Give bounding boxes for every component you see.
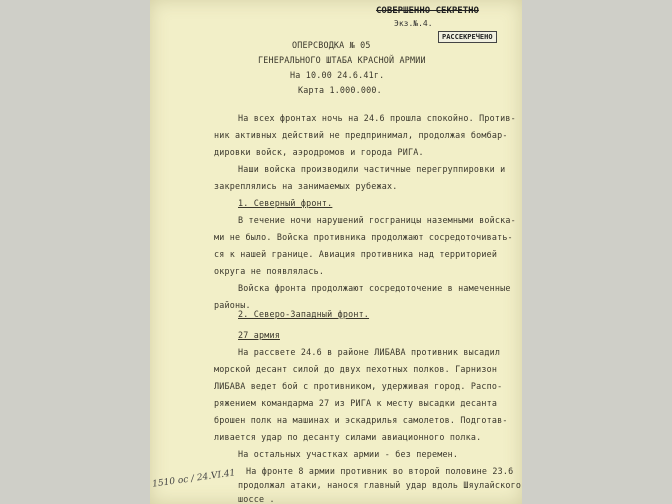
declassified-stamp: РАССЕКРЕЧЕНО (438, 31, 497, 43)
body-line: районы. (214, 300, 251, 310)
body-line: Наши войска производили частичные перегруппировки и (238, 164, 506, 174)
body-line: брошен полк на машинах и эскадрилья самолетов. Подготав- (214, 415, 508, 425)
section-heading: 1. Северный фронт. (238, 198, 333, 208)
body-line: ряжением командарма 27 из РИГА к месту высадки десанта (214, 398, 498, 408)
body-line: ЛИБАВА ведет бой с противником, удерживая город. Распо- (214, 381, 503, 391)
title-line-2: ГЕНЕРАЛЬНОГО ШТАБА КРАСНОЙ АРМИИ (258, 55, 426, 65)
title-line-4: Карта 1.000.000. (298, 85, 382, 95)
handwritten-note: 1510 ос / 24.VI.41 (151, 468, 236, 490)
body-line: На остальных участках армии - без перемен. (238, 449, 459, 459)
secret-label: СОВЕРШЕННО СЕКРЕТНО (376, 6, 479, 16)
body-line: дировки войск, аэродромов и города РИГА. (214, 147, 424, 157)
body-line: ми не было. Войска противника продолжают сосредоточивать- (214, 232, 513, 242)
body-line: На фронте 8 армии противник во второй половине 23.6 (246, 466, 514, 476)
body-line: Войска фронта продолжают сосредоточение в намеченные (238, 283, 511, 293)
body-line: закреплялись на занимаемых рубежах. (214, 181, 398, 191)
body-line: ник активных действий не предпринимал, продолжая бомбар- (214, 130, 508, 140)
title-line-1: ОПЕРСВОДКА № 05 (292, 40, 371, 50)
body-line: ливается удар по десанту силами авиационного полка. (214, 432, 482, 442)
body-line: На всех фронтах ночь на 24.6 прошла спокойно. Против- (238, 113, 516, 123)
body-line: шоссе . (238, 494, 275, 504)
document-page (150, 0, 522, 504)
body-line: продолжал атаки, нанося главный удар вдоль Шяулайского (238, 480, 522, 490)
body-line: морской десант силой до двух пехотных полков. Гарнизон (214, 364, 498, 374)
body-line: округа не появлялась. (214, 266, 325, 276)
body-line: ся к нашей границе. Авиация противника над территорией (214, 249, 498, 259)
section-heading: 2. Северо-Западный фронт. (238, 309, 370, 319)
title-line-3: На 10.00 24.6.41г. (290, 70, 385, 80)
body-line: В течение ночи нарушений госграницы наземными войска- (238, 215, 516, 225)
copy-number: Экз.№.4. (394, 19, 433, 28)
subsection-heading: 27 армия (238, 330, 280, 340)
body-line: На рассвете 24.6 в районе ЛИБАВА противник высадил (238, 347, 501, 357)
